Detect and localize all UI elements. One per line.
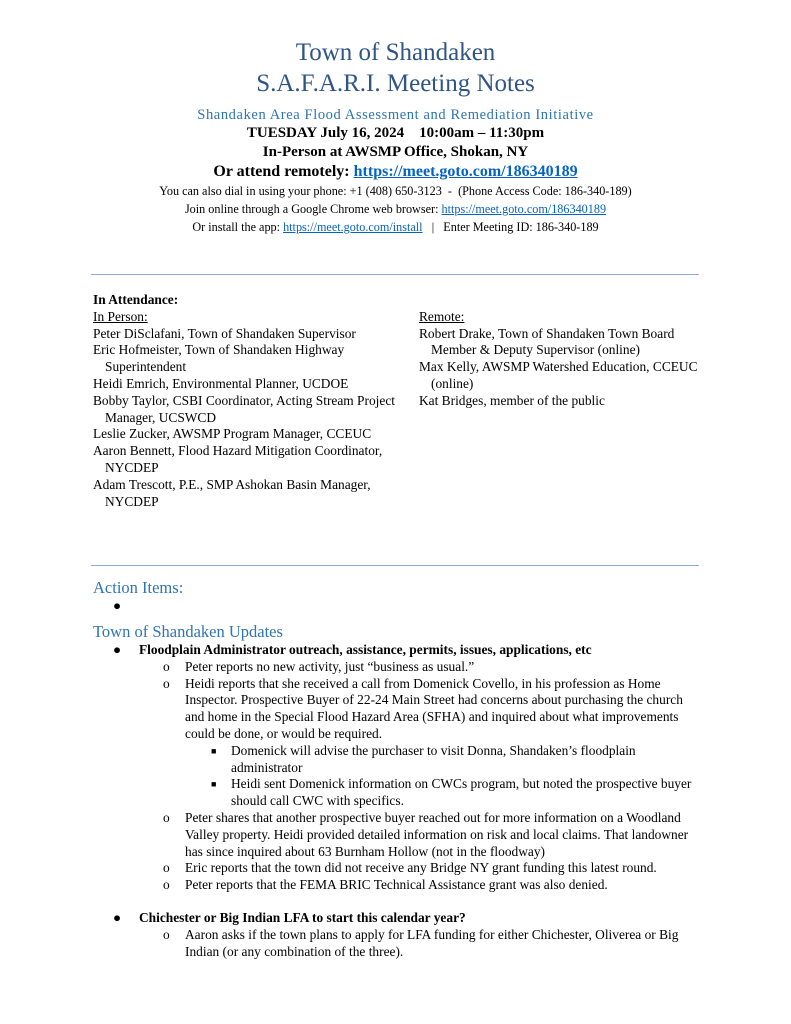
item-text: Heidi reports that she received a call from Domenick Covello, in his profession as Home Inspector. Prospective Buyer of 22-24 Main Street had concerns about purchasing the church and home in the Special Flood Hazard Area (SFHA) and inquired about what improvements could be done, or would be required. (185, 675, 683, 741)
updates-heading: Town of Shandaken Updates (93, 622, 283, 641)
document-header (0, 0, 791, 236)
lfa-topic (93, 910, 703, 927)
list-item (93, 860, 703, 877)
topic-title: Chichester or Big Indian LFA to start this calendar year? (139, 909, 466, 925)
circle-bullet-icon: o (163, 877, 170, 893)
attendee: Aaron Bennett, Flood Hazard Mitigation Coordinator, NYCDEP (93, 443, 383, 475)
item-text: Eric reports that the town did not receive any Bridge NY grant funding this latest round. (185, 860, 657, 876)
dial-in-line: You can also dial in using your phone: +1 (408) 650-3123 - (Phone Access Code: 186-340-189) (159, 184, 632, 198)
item-text: Aaron asks if the town plans to apply for LFA funding for either Chichester, Oliverea or Big Indian (or any combination of the three). (185, 926, 679, 959)
list-subitem (93, 743, 703, 777)
bullet-icon: ● (113, 598, 122, 613)
attendee: Peter DiSclafani, Town of Shandaken Supervisor (93, 325, 356, 341)
list-item (93, 877, 703, 894)
install-app-link[interactable]: https://meet.goto.com/install (283, 220, 423, 234)
install-app-label: Or install the app: (192, 220, 284, 234)
remote-column (419, 309, 703, 511)
in-person-label: In Person: (93, 308, 148, 324)
attendee: Heidi Emrich, Environmental Planner, UCDOE (93, 375, 349, 391)
header-divider (91, 274, 699, 275)
install-app-line (0, 218, 791, 236)
attendee: Leslie Zucker, AWSMP Program Manager, CCEUC (93, 426, 372, 442)
item-text: Heidi sent Domenick information on CWCs program, but noted the prospective buyer should call CWC with specifics. (231, 776, 692, 809)
topic-title: Floodplain Administrator outreach, assistance, permits, issues, applications, etc (139, 642, 592, 657)
action-items-heading: Action Items: (93, 578, 184, 597)
list-subitem (93, 776, 703, 810)
empty-bullet (113, 598, 703, 618)
floodplain-topic (93, 642, 703, 659)
circle-bullet-icon: o (163, 860, 170, 876)
in-person-column (93, 309, 419, 511)
meeting-id-text: Enter Meeting ID: 186-340-189 (443, 220, 599, 234)
remote-label: Or attend remotely: (213, 163, 354, 180)
circle-bullet-icon: o (163, 675, 170, 691)
attendee: Bobby Taylor, CSBI Coordinator, Acting Stream Project Manager, UCSWCD (93, 392, 395, 425)
separator: | (422, 220, 444, 234)
attendee: Max Kelly, AWSMP Watershed Education, CCEUC (online) (419, 359, 698, 391)
item-text: Peter reports that the FEMA BRIC Technical Assistance grant was also denied. (185, 877, 608, 893)
list-item (93, 659, 703, 676)
circle-bullet-icon: o (163, 809, 170, 825)
attendance-section (93, 292, 703, 510)
document-title: Town of Shandaken (295, 39, 496, 66)
square-bullet-icon: ■ (211, 779, 217, 790)
bullet-icon: ● (113, 909, 122, 925)
remote-label: Remote: (419, 308, 465, 324)
square-bullet-icon: ■ (211, 745, 217, 756)
item-text: Peter shares that another prospective buyer reached out for more information on a Woodland Valley property. Heidi provided detailed information on risk and local claims. That landowner has since inquired about 63 Burnham Hollow (not in the floodway) (185, 809, 689, 859)
attendee: Eric Hofmeister, Town of Shandaken Highway Superintendent (93, 342, 345, 375)
meeting-date: TUESDAY July 16, 2024 10:00am – 11:30pm (246, 125, 545, 141)
item-text: Peter reports no new activity, just “business as usual.” (185, 658, 475, 674)
list-item (93, 676, 703, 743)
list-item (93, 810, 703, 860)
circle-bullet-icon: o (163, 926, 170, 942)
attendee: Adam Trescott, P.E., SMP Ashokan Basin Manager, NYCDEP (93, 476, 371, 509)
notes-body (93, 578, 703, 960)
document-subtitle-title: S.A.F.A.R.I. Meeting Notes (256, 70, 535, 97)
join-online-line (0, 200, 791, 218)
remote-meeting-link[interactable]: https://meet.goto.com/186340189 (353, 163, 578, 180)
join-online-link[interactable]: https://meet.goto.com/186340189 (441, 202, 607, 216)
attendee: Kat Bridges, member of the public (419, 392, 605, 408)
meeting-location: In-Person at AWSMP Office, Shokan, NY (262, 144, 529, 160)
bullet-icon: ● (113, 642, 122, 657)
remote-attendance-line (0, 162, 791, 182)
attendance-divider (91, 565, 699, 566)
initiative-name: Shandaken Area Flood Assessment and Remediation Initiative (197, 107, 594, 123)
attendee: Robert Drake, Town of Shandaken Town Board Member & Deputy Supervisor (online) (419, 325, 675, 358)
attendance-title: In Attendance: (93, 292, 179, 307)
circle-bullet-icon: o (163, 658, 170, 674)
item-text: Domenick will advise the purchaser to visit Donna, Shandaken’s floodplain administrator (231, 742, 636, 775)
join-online-label: Join online through a Google Chrome web browser: (184, 202, 442, 216)
list-item (93, 927, 703, 961)
